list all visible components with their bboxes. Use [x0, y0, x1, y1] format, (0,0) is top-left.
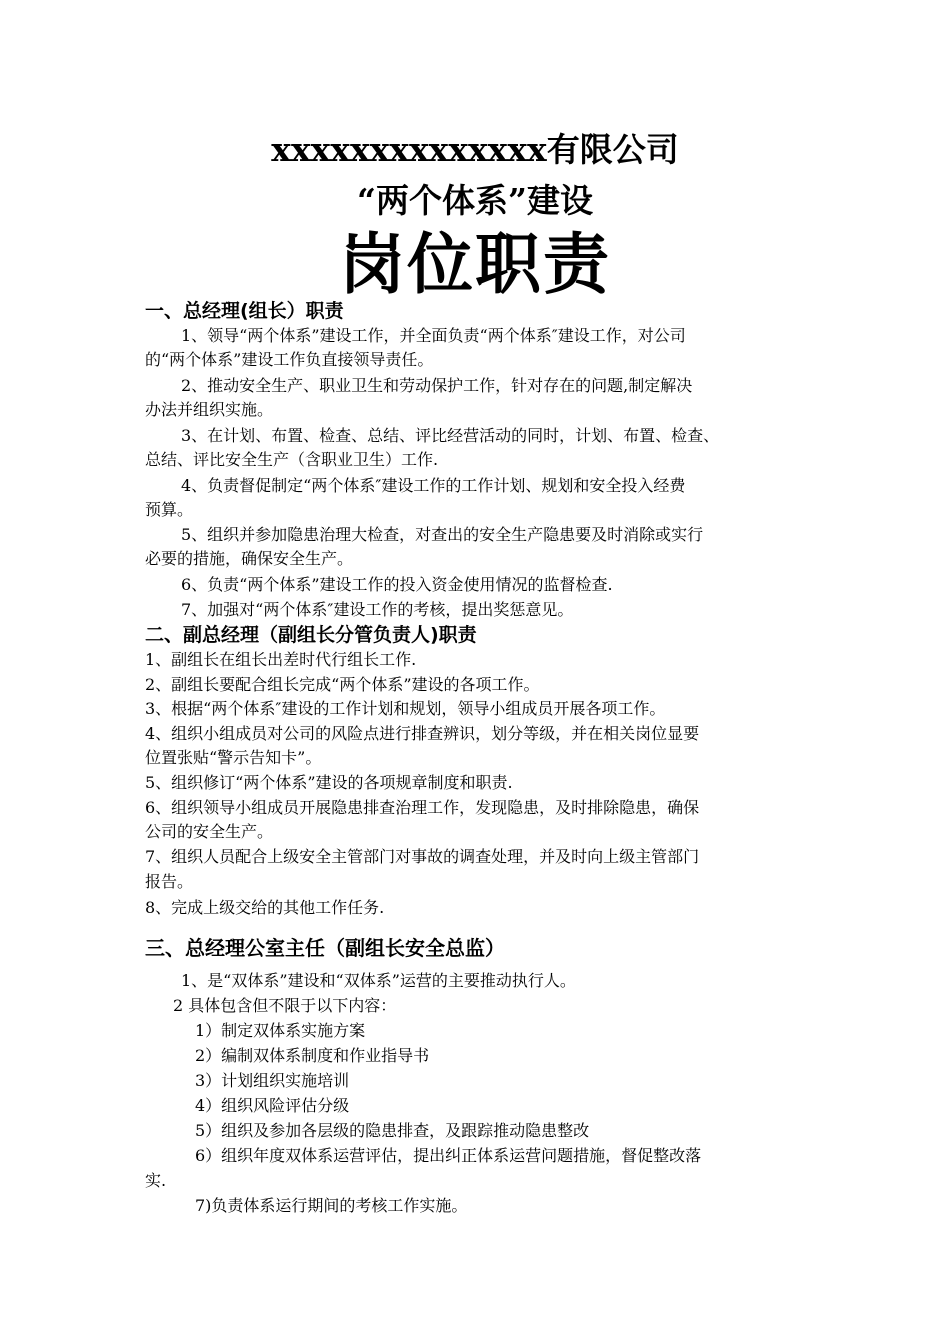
- paragraph-line: 3、根据“两个体系″建设的工作计划和规划，领导小组成员开展各项工作。: [145, 699, 666, 718]
- list-item: 1）制定双体系实施方案: [195, 1021, 366, 1040]
- paragraph-line: 5、组织修订“两个体系”建设的各项规章制度和职责.: [145, 773, 513, 792]
- paragraph-line: 2、副组长要配合组长完成“两个体系”建设的各项工作。: [145, 675, 540, 694]
- document-main-title: 岗位职责: [339, 225, 611, 303]
- list-item: 6）组织年度双体系运营评估，提出纠正体系运营问题措施，督促整改落: [195, 1146, 702, 1165]
- section-heading-deputy-manager: 二、副总经理（副组长分管负责人)职责: [145, 624, 477, 646]
- paragraph-line: 1、是“双体系”建设和“双体系”运营的主要推动执行人。: [181, 971, 576, 990]
- paragraph-line: 的“两个体系”建设工作负直接领导责任。: [145, 350, 434, 369]
- list-item: 2）编制双体系制度和作业指导书: [195, 1046, 430, 1065]
- paragraph-line: 3、在计划、布置、检查、总结、评比经营活动的同时，计划、布置、检查、: [181, 426, 720, 445]
- section-heading-general-manager: 一、总经理(组长）职责: [145, 300, 344, 322]
- paragraph-line: 2、推动安全生产、职业卫生和劳动保护工作，针对存在的问题,制定解决: [181, 376, 693, 395]
- paragraph-line: 2 具体包含但不限于以下内容：: [173, 996, 397, 1015]
- list-item: 4）组织风险评估分级: [195, 1096, 350, 1115]
- paragraph-line: 7、组织人员配合上级安全主管部门对事故的调查处理，并及时向上级主管部门: [145, 847, 700, 866]
- list-item-continuation: 实.: [145, 1171, 167, 1190]
- document-subtitle: “两个体系”建设: [357, 181, 593, 220]
- paragraph-line: 办法并组织实施。: [145, 400, 274, 419]
- paragraph-line: 1、副组长在组长出差时代行组长工作.: [145, 650, 417, 669]
- paragraph-line: 5、组织并参加隐患治理大检查，对查出的安全生产隐患要及时消除或实行: [181, 525, 704, 544]
- paragraph-line: 公司的安全生产。: [145, 822, 274, 841]
- section-heading-office-director: 三、总经理公室主任（副组长安全总监）: [145, 936, 505, 960]
- paragraph-line: 6、组织领导小组成员开展隐患排查治理工作，发现隐患，及时排除隐患，确保: [145, 798, 700, 817]
- paragraph-line: 6、负责“两个体系”建设工作的投入资金使用情况的监督检查.: [181, 575, 613, 594]
- paragraph-line: 位置张贴“警示告知卡”。: [145, 748, 322, 767]
- paragraph-line: 必要的措施，确保安全生产。: [145, 549, 354, 568]
- list-item: 7)负责体系运行期间的考核工作实施。: [195, 1196, 468, 1215]
- paragraph-line: 1、领导“两个体系”建设工作，并全面负责“两个体系″建设工作，对公司: [181, 326, 686, 345]
- list-item: 3）计划组织实施培训: [195, 1071, 350, 1090]
- paragraph-line: 总结、评比安全生产（含职业卫生）工作.: [145, 450, 439, 469]
- paragraph-line: 8、完成上级交给的其他工作任务.: [145, 898, 385, 917]
- paragraph-line: 4、组织小组成员对公司的风险点进行排查辨识，划分等级，并在相关岗位显要: [145, 724, 700, 743]
- company-name: xxxxxxxxxxxxxx有限公司: [271, 130, 679, 169]
- list-item: 5）组织及参加各层级的隐患排查，及跟踪推动隐患整改: [195, 1121, 590, 1140]
- paragraph-line: 预算。: [145, 500, 194, 519]
- paragraph-line: 4、负责督促制定“两个体系″建设工作的工作计划、规划和安全投入经费: [181, 476, 686, 495]
- paragraph-line: 7、加强对“两个体系″建设工作的考核，提出奖惩意见。: [181, 600, 574, 619]
- paragraph-line: 报告。: [145, 872, 194, 891]
